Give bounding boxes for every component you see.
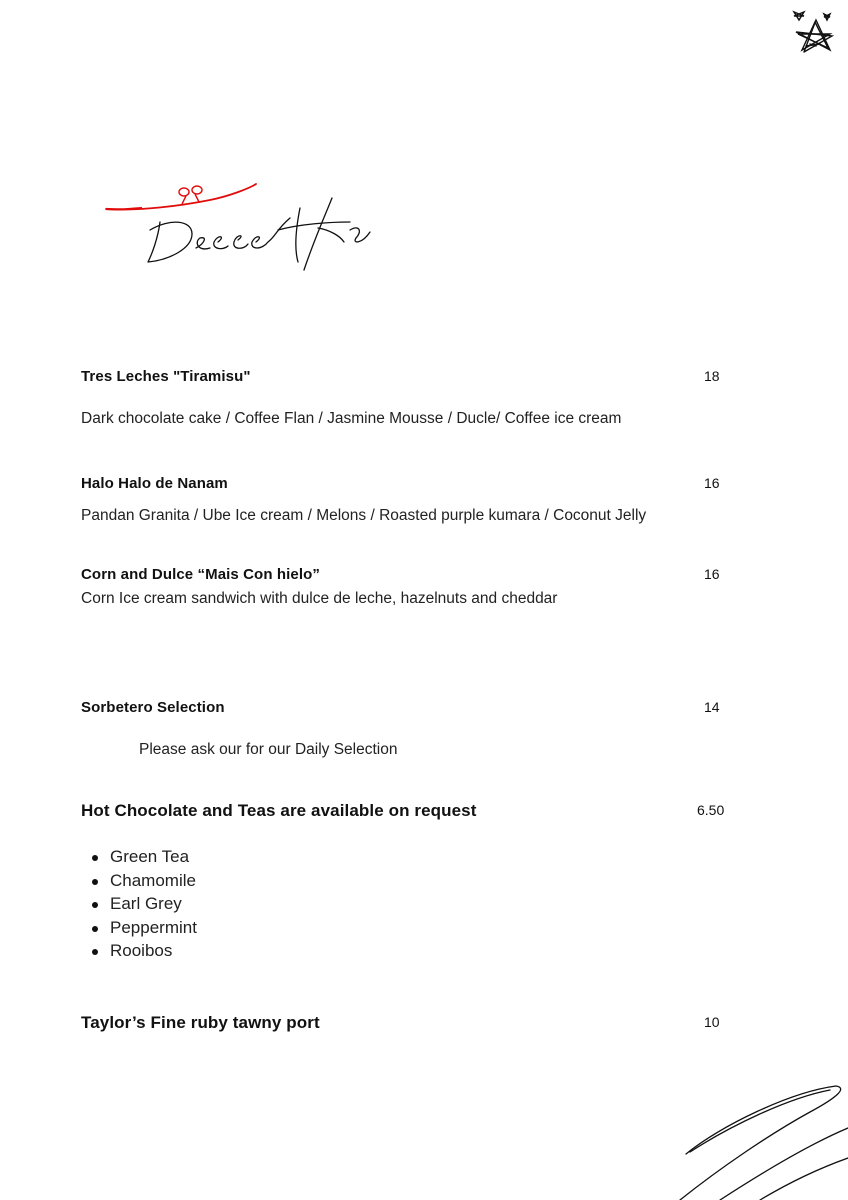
item-price: 6.50	[697, 802, 725, 818]
tea-list	[81, 845, 197, 963]
item-price: 16	[704, 475, 720, 491]
list-item: Green Tea	[81, 845, 197, 869]
item-title: Tres Leches "Tiramisu"	[81, 368, 251, 385]
item-price: 10	[704, 1014, 720, 1030]
item-description: Please ask our for our Daily Selection	[139, 741, 398, 758]
list-item: Chamomile	[81, 869, 197, 893]
item-title: Halo Halo de Nanam	[81, 475, 228, 492]
item-description: Corn Ice cream sandwich with dulce de leche, hazelnuts and cheddar	[81, 590, 558, 607]
list-item: Peppermint	[81, 916, 197, 940]
item-title: Hot Chocolate and Teas are available on request	[81, 801, 477, 820]
star-doodle-icon	[786, 6, 838, 56]
item-description: Pandan Granita / Ube Ice cream / Melons / Roasted purple kumara / Coconut Jelly	[81, 507, 647, 524]
item-description: Dark chocolate cake / Coffee Flan / Jasmine Mousse / Ducle/ Coffee ice cream	[81, 410, 622, 427]
item-title: Taylor’s Fine ruby tawny port	[81, 1013, 320, 1032]
scribble-decoration	[660, 1078, 848, 1200]
item-price: 16	[704, 566, 720, 582]
item-price: 18	[704, 368, 720, 384]
item-title: Corn and Dulce “Mais Con hielo”	[81, 566, 320, 583]
desserts-script-logo	[100, 178, 380, 273]
list-item: Rooibos	[81, 939, 197, 963]
list-item: Earl Grey	[81, 892, 197, 916]
item-title: Sorbetero Selection	[81, 699, 225, 716]
item-price: 14	[704, 699, 720, 715]
